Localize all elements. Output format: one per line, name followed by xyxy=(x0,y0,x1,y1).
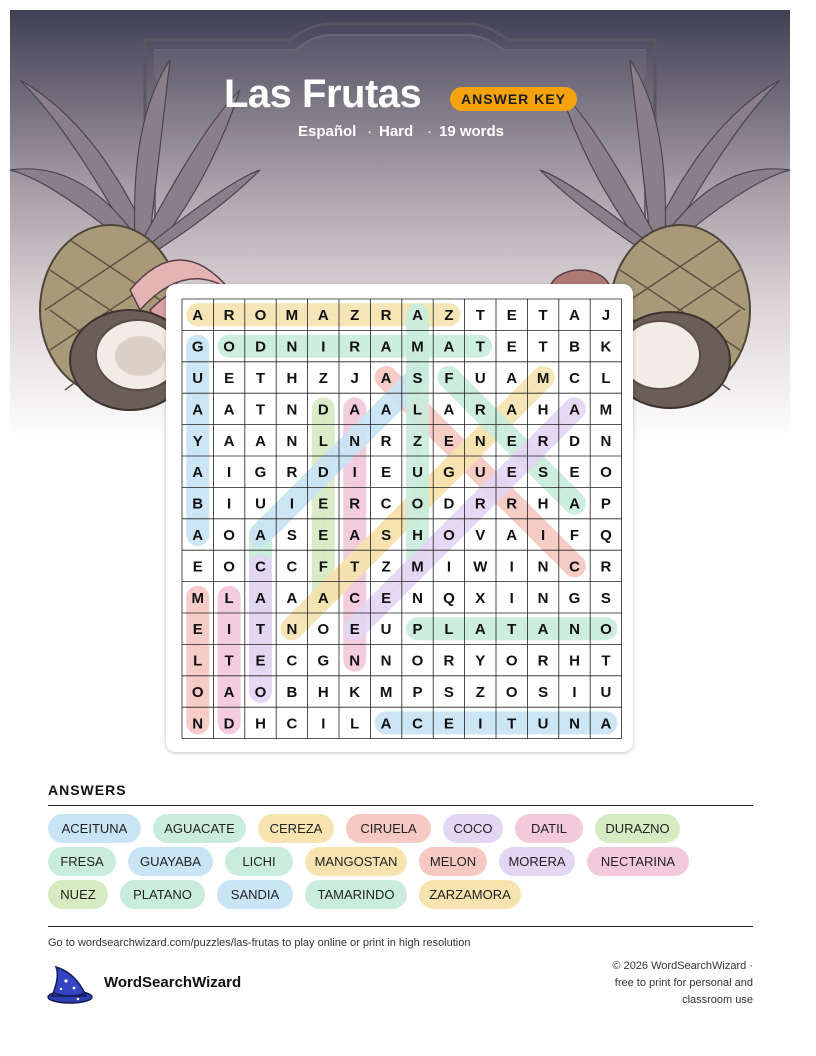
answers-heading: ANSWERS xyxy=(48,782,127,798)
grid-letter: N xyxy=(600,432,612,450)
grid-letter: P xyxy=(600,495,611,513)
grid-letter: A xyxy=(317,589,329,607)
grid-letter: K xyxy=(349,684,361,701)
grid-letter: U xyxy=(255,495,266,513)
grid-letter: R xyxy=(349,338,361,356)
grid-letter: G xyxy=(568,589,581,607)
grid-letter: A xyxy=(192,527,204,544)
grid-letter: I xyxy=(541,527,546,544)
puzzle-grid xyxy=(166,284,633,752)
grid-letter: O xyxy=(505,684,518,701)
grid-letter: I xyxy=(227,621,232,639)
grid-letter: N xyxy=(286,401,298,419)
grid-letter: A xyxy=(506,527,518,544)
answer-word-nuez: NUEZ xyxy=(48,880,108,909)
grid-letter: A xyxy=(474,621,486,639)
grid-letter: O xyxy=(505,652,518,670)
grid-letter: R xyxy=(223,307,235,325)
grid-letter: I xyxy=(227,495,232,513)
grid-letter: H xyxy=(317,684,329,701)
grid-letter: N xyxy=(537,589,549,607)
grid-letter: E xyxy=(318,495,329,513)
grid-letter: C xyxy=(286,715,298,733)
grid-letter: A xyxy=(255,432,266,450)
grid-letter: T xyxy=(538,307,548,325)
grid-letter: L xyxy=(444,621,454,639)
answer-word-platano: PLATANO xyxy=(120,880,205,909)
copyright-line: classroom use xyxy=(682,994,753,1006)
grid-letter: I xyxy=(509,589,514,607)
grid-letter: E xyxy=(443,715,454,733)
grid-letter: M xyxy=(379,684,393,701)
divider xyxy=(48,805,753,806)
grid-letter: E xyxy=(506,432,517,450)
grid-letter: O xyxy=(191,684,204,701)
grid-letter: A xyxy=(192,307,204,325)
wizard-hat-logo-icon xyxy=(46,963,94,1005)
grid-letter: I xyxy=(227,464,232,482)
grid-letter: D xyxy=(443,495,455,513)
grid-letter: A xyxy=(412,307,423,325)
answer-word-coco: COCO xyxy=(443,814,503,843)
grid-letter: G xyxy=(443,464,455,482)
grid-letter: T xyxy=(475,338,485,356)
grid-letter: A xyxy=(286,589,298,607)
grid-letter: Z xyxy=(381,558,391,576)
copyright-line: free to print for personal and xyxy=(614,977,753,989)
grid-letter: N xyxy=(286,432,298,450)
grid-letter: C xyxy=(569,370,580,387)
grid-letter: I xyxy=(572,684,577,701)
grid-letter: T xyxy=(255,370,266,387)
grid-letter: S xyxy=(412,370,423,387)
grid-letter: M xyxy=(411,558,424,576)
grid-letter: N xyxy=(349,652,361,670)
grid-letter: S xyxy=(600,589,611,607)
grid-letter: E xyxy=(192,621,203,639)
grid-letter: U xyxy=(474,370,486,387)
grid-letter: D xyxy=(255,338,266,356)
grid-letter: G xyxy=(191,338,204,356)
grid-letter: T xyxy=(507,621,517,639)
grid-letter: Y xyxy=(192,432,203,450)
grid-letter: O xyxy=(600,464,612,482)
answer-word-morera: MORERA xyxy=(499,847,575,876)
grid-letter: H xyxy=(412,527,423,544)
grid-letter: I xyxy=(321,338,326,356)
grid-letter: A xyxy=(443,338,455,356)
grid-letter: N xyxy=(192,715,204,733)
footer-link[interactable]: Go to wordsearchwizard.com/puzzles/las-frutas to play online or print in high resolution xyxy=(48,937,471,949)
grid-letter: R xyxy=(537,652,549,670)
grid-letter: E xyxy=(569,464,580,482)
grid-letter: C xyxy=(412,715,423,733)
grid-letter: A xyxy=(569,495,580,513)
grid-letter: Q xyxy=(600,527,612,544)
grid-letter: P xyxy=(412,684,423,701)
grid-letter: T xyxy=(224,652,234,670)
grid-letter: B xyxy=(192,495,204,513)
grid-letter: O xyxy=(411,495,424,513)
grid-letter: R xyxy=(474,495,486,513)
answer-word-durazno: DURAZNO xyxy=(595,814,680,843)
grid-letter: A xyxy=(380,370,392,387)
grid-letter: E xyxy=(443,432,454,450)
puzzle-grid-card xyxy=(166,284,633,752)
grid-letter: R xyxy=(286,464,298,482)
grid-letter: A xyxy=(317,307,329,325)
grid-letter: T xyxy=(350,558,360,576)
word-count-label: 19 words xyxy=(439,123,505,140)
grid-letter: A xyxy=(569,401,580,419)
answer-key-badge: ANSWER KEY xyxy=(450,87,577,111)
answer-word-tamarindo: TAMARINDO xyxy=(305,880,407,909)
grid-letter: L xyxy=(412,401,423,419)
grid-letter: J xyxy=(350,370,359,387)
grid-letter: S xyxy=(443,684,454,701)
grid-letter: L xyxy=(318,432,328,450)
grid-letter: L xyxy=(601,370,611,387)
grid-letter: M xyxy=(285,307,299,325)
grid-letter: O xyxy=(317,621,330,639)
grid-letter: H xyxy=(537,401,549,419)
grid-letter: U xyxy=(537,715,549,733)
grid-letter: O xyxy=(254,684,267,701)
grid-letter: U xyxy=(192,370,204,387)
grid-letter: C xyxy=(286,558,298,576)
answer-word-nectarina: NECTARINA xyxy=(587,847,689,876)
grid-letter: L xyxy=(350,715,360,733)
grid-letter: M xyxy=(191,589,204,607)
answer-word-aceituna: ACEITUNA xyxy=(48,814,141,843)
grid-letter: M xyxy=(599,401,613,419)
grid-letter: Q xyxy=(443,589,455,607)
grid-letter: A xyxy=(223,684,235,701)
grid-letter: R xyxy=(474,401,486,419)
grid-letter: C xyxy=(286,652,298,670)
grid-letter: O xyxy=(223,338,235,356)
grid-letter: R xyxy=(600,558,612,576)
grid-letter: A xyxy=(349,527,361,544)
grid-letter: A xyxy=(380,401,392,419)
grid-letter: E xyxy=(381,589,392,607)
grid-letter: D xyxy=(223,715,235,733)
grid-letter: U xyxy=(600,684,612,701)
grid-letter: Z xyxy=(350,307,360,325)
grid-letter: H xyxy=(569,652,580,670)
grid-letter: X xyxy=(475,589,486,607)
answer-word-mangostan: MANGOSTAN xyxy=(305,847,407,876)
grid-letter: O xyxy=(254,307,267,325)
grid-letter: T xyxy=(255,401,266,419)
meta-separator: · xyxy=(427,123,432,140)
grid-letter: W xyxy=(473,558,488,576)
grid-letter: A xyxy=(380,715,392,733)
grid-letter: U xyxy=(380,621,392,639)
grid-letter: H xyxy=(255,715,266,733)
grid-letter: A xyxy=(192,464,204,482)
grid-letter: I xyxy=(446,558,451,576)
grid-letter: A xyxy=(569,307,580,325)
grid-letter: E xyxy=(318,527,329,544)
grid-letter: S xyxy=(381,527,392,544)
grid-letter: S xyxy=(538,464,549,482)
answer-word-fresa: FRESA xyxy=(48,847,116,876)
grid-letter: C xyxy=(380,495,392,513)
grid-letter: A xyxy=(506,401,518,419)
page-title: Las Frutas xyxy=(224,72,422,116)
grid-letter: E xyxy=(255,652,266,670)
grid-letter: I xyxy=(321,715,326,733)
grid-letter: D xyxy=(569,432,580,450)
grid-letter: N xyxy=(349,432,361,450)
grid-letter: B xyxy=(569,338,580,356)
grid-letter: H xyxy=(537,495,549,513)
grid-letter: C xyxy=(569,558,580,576)
grid-letter: M xyxy=(536,370,550,387)
grid-letter: K xyxy=(600,338,612,356)
answer-word-zarzamora: ZARZAMORA xyxy=(419,880,521,909)
grid-letter: Z xyxy=(412,432,423,450)
grid-letter: E xyxy=(192,558,203,576)
grid-letter: A xyxy=(223,432,235,450)
meta-separator: · xyxy=(367,123,372,140)
grid-letter: F xyxy=(569,527,580,544)
grid-letter: S xyxy=(538,684,549,701)
grid-letter: R xyxy=(537,432,549,450)
grid-letter: E xyxy=(349,621,360,639)
grid-letter: I xyxy=(352,464,357,482)
grid-letter: U xyxy=(412,464,423,482)
grid-letter: R xyxy=(349,495,361,513)
grid-letter: Z xyxy=(444,307,454,325)
grid-letter: P xyxy=(412,621,423,639)
answer-word-aguacate: AGUACATE xyxy=(153,814,246,843)
grid-letter: N xyxy=(286,338,298,356)
language-label: Español xyxy=(298,123,357,140)
grid-letter: N xyxy=(412,589,423,607)
grid-letter: L xyxy=(224,589,234,607)
answer-word-lichi: LICHI xyxy=(225,847,293,876)
answer-word-ciruela: CIRUELA xyxy=(346,814,431,843)
grid-letter: R xyxy=(443,652,455,670)
answer-word-sandia: SANDIA xyxy=(217,880,293,909)
grid-letter: E xyxy=(506,338,517,356)
grid-letter: T xyxy=(475,307,485,325)
answer-word-cereza: CEREZA xyxy=(258,814,334,843)
grid-letter: R xyxy=(506,495,518,513)
grid-letter: D xyxy=(317,401,329,419)
grid-letter: O xyxy=(600,621,612,639)
grid-letter: O xyxy=(223,558,235,576)
grid-letter: E xyxy=(506,307,517,325)
grid-letter: I xyxy=(509,558,514,576)
grid-letter: H xyxy=(286,370,298,387)
grid-letter: N xyxy=(569,621,580,639)
grid-letter: N xyxy=(286,621,298,639)
grid-letter: F xyxy=(318,558,328,576)
grid-letter: N xyxy=(380,652,392,670)
grid-letter: O xyxy=(223,527,235,544)
grid-letter: A xyxy=(223,401,235,419)
grid-letter: G xyxy=(254,464,267,482)
grid-letter: N xyxy=(537,558,549,576)
grid-letter: Z xyxy=(318,370,328,387)
grid-letter: E xyxy=(381,464,392,482)
grid-letter: J xyxy=(601,307,611,325)
grid-letter: O xyxy=(411,652,424,670)
grid-letter: B xyxy=(286,684,298,701)
grid-letter: R xyxy=(380,307,392,325)
grid-letter: O xyxy=(443,527,455,544)
grid-letter: A xyxy=(255,589,266,607)
grid-letter: I xyxy=(478,715,483,733)
grid-letter: E xyxy=(506,464,517,482)
grid-letter: A xyxy=(443,401,455,419)
grid-letter: N xyxy=(474,432,486,450)
grid-letter: E xyxy=(224,370,235,387)
grid-letter: T xyxy=(538,338,548,356)
grid-letter: N xyxy=(569,715,580,733)
grid-letter: S xyxy=(286,527,297,544)
grid-letter: A xyxy=(349,401,361,419)
grid-letter: C xyxy=(349,589,361,607)
answer-word-guayaba: GUAYABA xyxy=(128,847,213,876)
grid-letter: Y xyxy=(475,652,486,670)
brand-name: WordSearchWizard xyxy=(104,974,242,991)
grid-letter: L xyxy=(193,652,203,670)
grid-letter: T xyxy=(255,621,266,639)
copyright-text xyxy=(533,958,753,1009)
grid-letter: D xyxy=(317,464,329,482)
grid-letter: A xyxy=(537,621,549,639)
grid-letter: A xyxy=(255,527,266,544)
grid-letter: G xyxy=(317,652,330,670)
grid-letter: F xyxy=(444,370,454,387)
grid-letter: A xyxy=(380,338,392,356)
grid-letter: V xyxy=(475,527,486,544)
grid-letter: I xyxy=(289,495,294,513)
grid-letter: A xyxy=(192,401,204,419)
grid-letter: U xyxy=(474,464,486,482)
grid-letter: T xyxy=(601,652,611,670)
grid-letter: R xyxy=(380,432,392,450)
divider xyxy=(48,926,753,927)
difficulty-label: Hard xyxy=(379,123,414,140)
grid-letter: C xyxy=(255,558,266,576)
grid-letter: Z xyxy=(475,684,485,701)
grid-letter: T xyxy=(507,715,517,733)
grid-letter: A xyxy=(506,370,518,387)
grid-letter: M xyxy=(411,338,424,356)
grid-letter: A xyxy=(600,715,612,733)
title-row xyxy=(0,64,816,124)
answer-word-datil: DATIL xyxy=(515,814,583,843)
answer-word-melon: MELON xyxy=(419,847,487,876)
copyright-line: © 2026 WordSearchWizard · xyxy=(612,960,753,972)
